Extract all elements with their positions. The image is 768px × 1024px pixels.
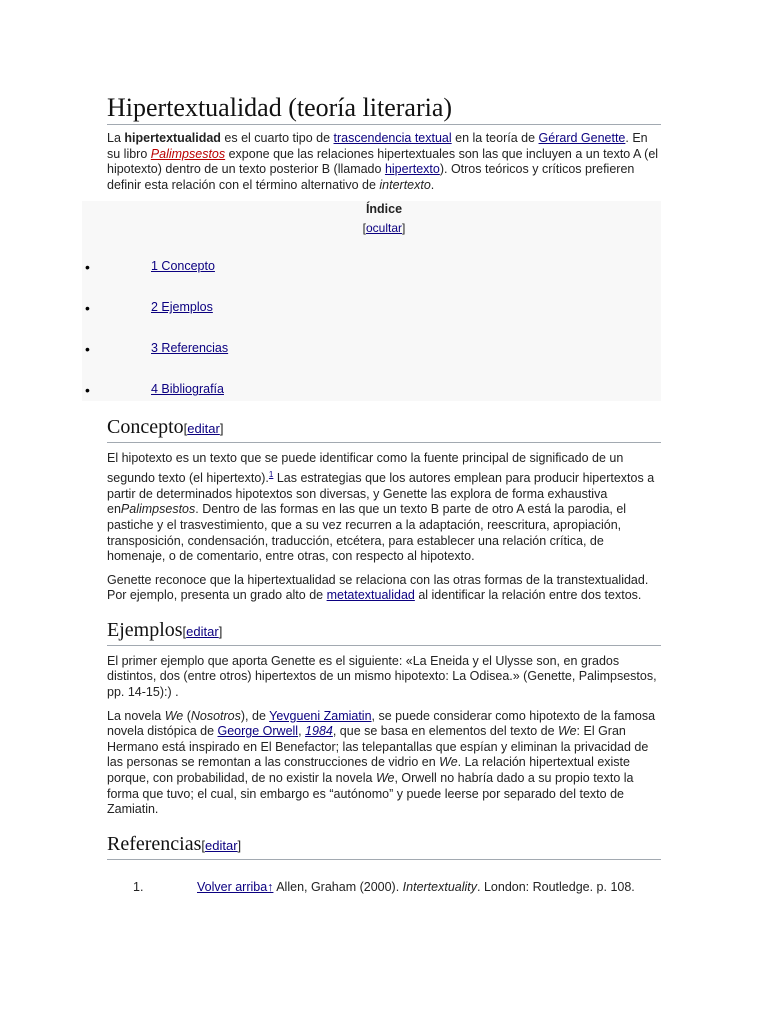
toc-link-bibliografia[interactable]: 4 Bibliografía [151, 382, 224, 397]
toc-link-ejemplos[interactable]: 2 Ejemplos [151, 300, 213, 315]
reference-body: Volver arriba↑ Allen, Graham (2000). Intertextuality. London: Routledge. p. 108. [197, 879, 635, 894]
link-palimpsestos[interactable]: Palimpsestos [150, 146, 226, 161]
bullet-icon: • [85, 259, 90, 276]
edit-section-ejemplos: [editar] [182, 623, 223, 639]
link-george-orwell[interactable]: George Orwell [217, 724, 299, 739]
toc-background-gap [0, 235, 82, 401]
toc-title: Índice [365, 202, 403, 217]
reference-number: 1. [133, 879, 144, 894]
section-heading-concepto: Concepto[editar] [107, 415, 661, 443]
ejemplos-paragraph-2: La novela We (Nosotros), de Yevgueni Zamiatin, se puede considerar como hipotexto de la famosa novela distópica de George Orwell, 1984, que se basa en elementos del texto de We: El Gran Hermano está inspirado en El Benefactor; las telepantallas que espían y eliminan la privacidad de las personas se remontan a las construcciones de vidrio en We. La relación hipertextual existe porque, con probabilidad, de no existir la novela We, Orwell no habría dado a su propio texto la forma que tuvo; el cual, sin embargo es “autónomo” y puede leerse por separado del texto de Zamiatin. [107, 708, 656, 817]
bullet-icon: • [85, 341, 90, 358]
toc-item-concepto [85, 259, 215, 276]
toc-link-concepto[interactable]: 1 Concepto [151, 259, 215, 274]
link-trascendencia-textual[interactable]: trascendencia textual [333, 131, 452, 145]
link-gerard-genette[interactable]: Gérard Genette [538, 131, 626, 145]
edit-link[interactable]: editar [205, 837, 238, 853]
section-heading-referencias: Referencias[editar] [107, 832, 661, 860]
edit-link[interactable]: editar [187, 421, 220, 437]
toc-item-ejemplos [85, 300, 213, 317]
link-yevgueni-zamiatin[interactable]: Yevgueni Zamiatin [269, 708, 372, 723]
ejemplos-paragraph-1: El primer ejemplo que aporta Genette es el siguiente: «La Eneida y el Ulysse son, en grados distintos, dos (entre otros) hipertextos de un mismo hipotexto: La Odisea.» (Genette, Palimpsestos, pp. 14-15):) . [107, 653, 657, 700]
link-hipertexto[interactable]: hipertexto [384, 162, 440, 177]
toc-toggle: [ocultar] [362, 221, 406, 236]
references-list [107, 880, 661, 900]
table-of-contents [85, 201, 661, 401]
article-content [85, 93, 661, 900]
toc-link-referencias[interactable]: 3 Referencias [151, 341, 229, 356]
edit-link[interactable]: editar [186, 623, 219, 639]
reference-1-link[interactable]: 1 [268, 469, 274, 479]
back-to-top-link[interactable]: Volver arriba↑ [197, 879, 274, 894]
page-title: Hipertextualidad (teoría literaria) [107, 94, 661, 125]
toc-hide-link[interactable]: ocultar [365, 221, 403, 236]
edit-section-concepto: [editar] [183, 421, 224, 437]
link-metatextualidad[interactable]: metatextualidad [326, 588, 415, 603]
edit-section-referencias: [editar] [201, 837, 242, 853]
bullet-icon: • [85, 382, 90, 399]
intro-paragraph: La hipertextualidad es el cuarto tipo de trascendencia textual en la teoría de Gérard Genette. En su libro Palimpsestos expone que las relaciones hipertextuales son las que incluyen a un texto A (el hipotexto) dentro de un texto posterior B (llamado hipertexto). Otros teóricos y críticos prefieren definir esta relación con el término alternativo de intertexto. [107, 131, 659, 192]
toc-item-bibliografia [85, 382, 224, 399]
link-1984[interactable]: 1984 [305, 724, 333, 739]
section-heading-ejemplos: Ejemplos[editar] [107, 618, 661, 646]
toc-item-referencias [85, 341, 229, 358]
bullet-icon: • [85, 300, 90, 317]
concepto-paragraph-1: El hipotexto es un texto que se puede identificar como la fuente principal de significado de un segundo texto (el hipertexto).$^1$ Las estrategias que los autores emplean para producir hipertextos a partir de determinados hipotextos son diversas, y Genette las explora de forma exhaustiva enPalimpsestos. Dentro de las formas en las que un texto B parte de otro A está la parodia, el pastiche y el trasvestimiento, que a su vez recurren a la adaptación, reescritura, apropiación, transposición, condensación, traducción, etcétera, para establecer una relación crítica, de homenaje, o de comentario, entre otras, con respecto al hipotexto. [107, 451, 655, 564]
concepto-paragraph-2: Genette reconoce que la hipertextualidad se relaciona con las otras formas de la transtextualidad. Por ejemplo, presenta un grado alto de metatextualidad al identificar la relación entre dos textos. [107, 572, 649, 603]
